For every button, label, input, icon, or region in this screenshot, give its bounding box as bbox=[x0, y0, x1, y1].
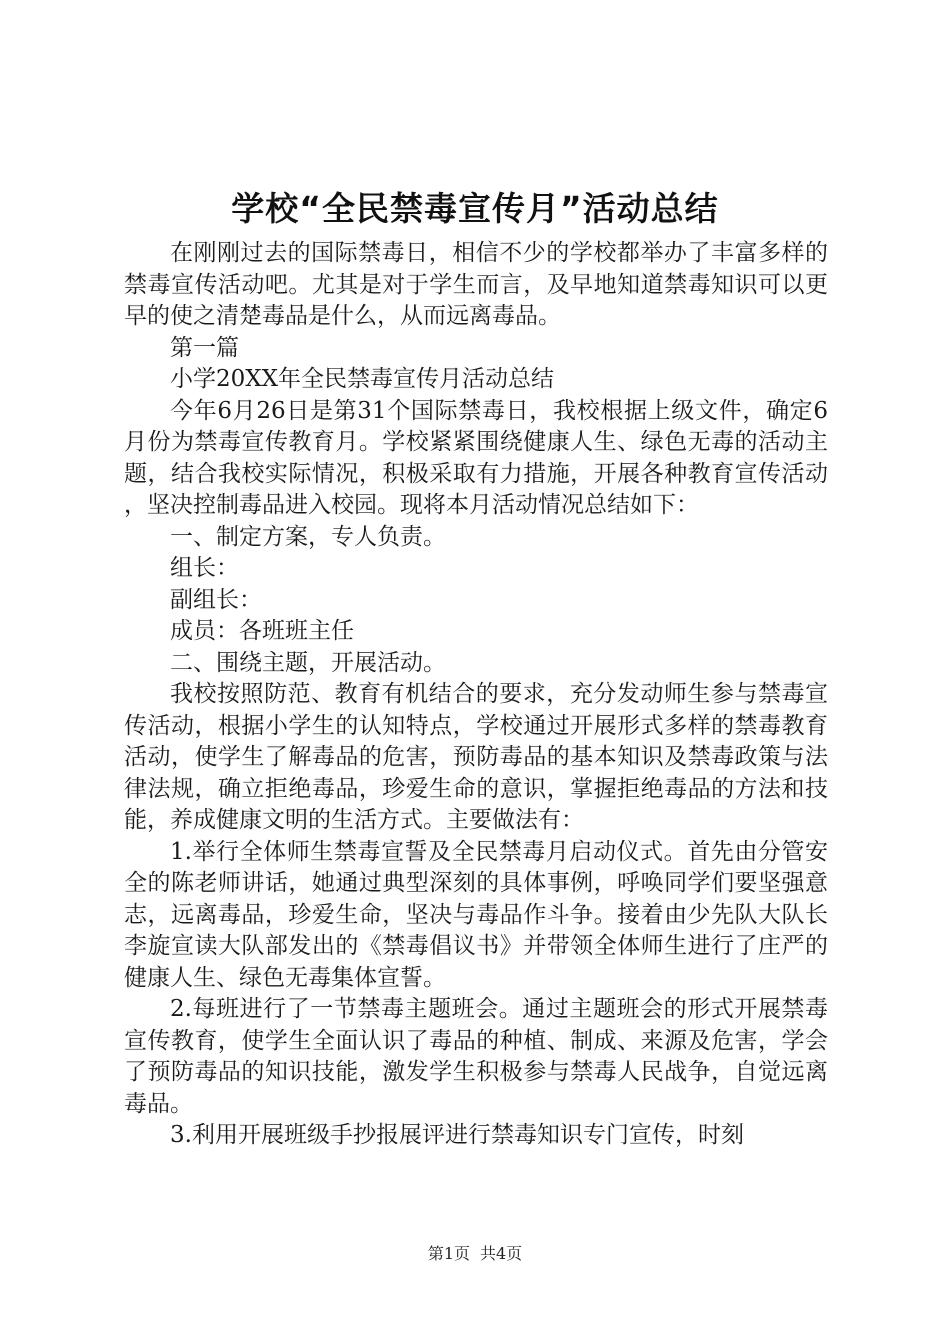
paragraph-team-leader: 组长： bbox=[170, 555, 239, 581]
section-heading-2: 二、围绕主题，开展活动。 bbox=[170, 649, 446, 676]
paragraph-subtitle: 小学20XX年全民禁毒宣传月活动总结 bbox=[170, 366, 555, 392]
paragraph-approach: 我校按照防范、教育有机结合的要求，充分发动师生参与禁毒宣传活动，根据小学生的认知特点，学校通过开展形式多样的禁毒教育活动，使学生了解毒品的危害，预防毒品的基本知识及禁毒政策与法律法规，确立拒绝毒品，珍爱生命的意识，掌握拒绝毒品的方法和技能，养成健康文明的生活方式。主要做法有： bbox=[124, 681, 828, 833]
paragraph-deputy-leader: 副组长： bbox=[170, 586, 262, 613]
page-number: 第1页 bbox=[427, 1244, 470, 1263]
document-body bbox=[124, 238, 828, 1152]
document-title: 学校“全民禁毒宣传月”活动总结 bbox=[231, 189, 719, 228]
paragraph-intro: 在刚刚过去的国际禁毒日，相信不少的学校都举办了丰富多样的禁毒宣传活动吧。尤其是对于学生而言，及早地知道禁毒知识可以更早的使之清楚毒品是什么，从而远离毒品。 bbox=[124, 240, 828, 329]
section-heading-1: 一、制定方案，专人负责。 bbox=[170, 523, 446, 550]
paragraph-item-3: 3.利用开展班级手抄报展评进行禁毒知识专门宣传，时刻 bbox=[170, 1122, 744, 1148]
paragraph-item-2: 2.每班进行了一节禁毒主题班会。通过主题班会的形式开展禁毒宣传教育，使学生全面认识了毒品的种植、制成、来源及危害，学会了预防毒品的知识技能，激发学生积极参与禁毒人民战争，自觉远离毒品。 bbox=[124, 996, 828, 1117]
paragraph-members: 成员：各班班主任 bbox=[170, 618, 354, 644]
page-footer bbox=[0, 1243, 950, 1265]
paragraph-part-label: 第一篇 bbox=[170, 334, 239, 361]
paragraph-overview: 今年6月26日是第31个国际禁毒日，我校根据上级文件，确定6月份为禁毒宣传教育月。学校紧紧围绕健康人生、绿色无毒的活动主题，结合我校实际情况，积极采取有力措施，开展各种教育宣传活动，坚决控制毒品进入校园。现将本月活动情况总结如下： bbox=[124, 397, 828, 518]
paragraph-item-1: 1.举行全体师生禁毒宣誓及全民禁毒月启动仪式。首先由分管安全的陈老师讲话，她通过典型深刻的具体事例，呼唤同学们要坚强意志，远离毒品，珍爱生命，坚决与毒品作斗争。接着由少先队大队长李旋宣读大队部发出的《禁毒倡议书》并带领全体师生进行了庄严的健康人生、绿色无毒集体宣誓。 bbox=[124, 838, 828, 991]
page-total: 共4页 bbox=[480, 1244, 523, 1263]
